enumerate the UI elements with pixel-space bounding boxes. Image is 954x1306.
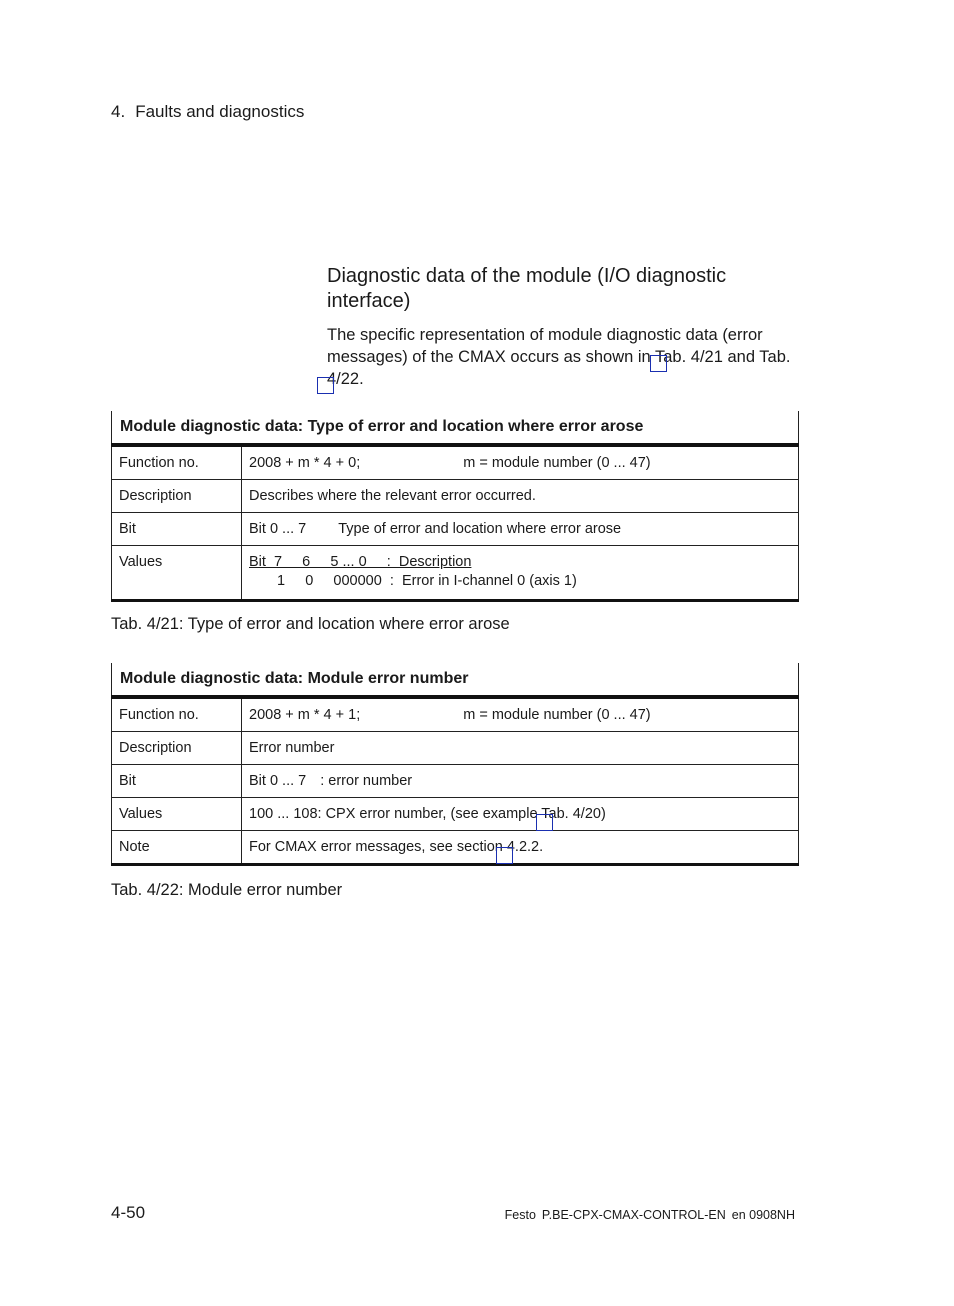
link-marker-tab-4-20[interactable] (536, 814, 553, 831)
table-row (112, 513, 799, 546)
footer-company: Festo (504, 1208, 536, 1222)
footer-document-info (499, 1208, 795, 1222)
row-value (242, 546, 799, 601)
chapter-number: 4. (111, 102, 126, 121)
intro-paragraph: The specific representation of module diagnostic data (error messages) of the CMAX occurs as shown in Tab. 4/21 and Tab. 4/22. (327, 326, 791, 388)
row-label: Bit (112, 765, 242, 798)
table-module-error-number (111, 663, 799, 866)
row-label: Note (112, 831, 242, 865)
values-data-line: 1 0 000000 : Error in I-channel 0 (axis 1) (277, 573, 577, 589)
row-label: Function no. (112, 697, 242, 732)
row-value (242, 445, 799, 480)
row-label: Description (112, 480, 242, 513)
link-marker-tab-4-21[interactable] (650, 355, 667, 372)
page-number: 4-50 (111, 1203, 146, 1222)
link-marker-tab-4-22[interactable] (317, 377, 334, 394)
row-value (242, 513, 799, 546)
row-value: For CMAX error messages, see section 4.2.2. (242, 831, 799, 865)
row-value (242, 697, 799, 732)
chapter-title: Faults and diagnostics (135, 102, 305, 121)
row-label: Function no. (112, 445, 242, 480)
table-row (112, 732, 799, 765)
chapter-header (111, 102, 304, 122)
function-note: m = module number (0 ... 47) (463, 707, 651, 723)
link-marker-section-4-2-2[interactable] (496, 847, 513, 864)
table-type-of-error (111, 411, 799, 602)
bit-range: Bit 0 ... 7 (249, 521, 307, 537)
table-row (112, 697, 799, 732)
table-row (112, 480, 799, 513)
function-note: m = module number (0 ... 47) (463, 455, 651, 471)
section-title: Diagnostic data of the module (I/O diagnostic interface) (327, 265, 727, 312)
function-formula: 2008 + m * 4 + 0; (249, 455, 361, 471)
table-row (112, 765, 799, 798)
table-caption: Tab. 4/22: Module error number (111, 881, 343, 899)
row-value: Error number (242, 732, 799, 765)
row-label: Bit (112, 513, 242, 546)
table-caption: Tab. 4/21: Type of error and location where error arose (111, 615, 510, 633)
row-value: 100 ... 108: CPX error number, (see example Tab. 4/20) (242, 798, 799, 831)
function-formula: 2008 + m * 4 + 1; (249, 707, 361, 723)
row-label: Description (112, 732, 242, 765)
footer-edition: en 0908NH (731, 1208, 795, 1222)
row-value: Describes where the relevant error occurred. (242, 480, 799, 513)
values-header-line: Bit 7 6 5 ... 0 : Description (249, 554, 472, 570)
table-row (112, 798, 799, 831)
table-heading: Module diagnostic data: Type of error and location where error arose (112, 411, 799, 445)
row-label: Values (112, 798, 242, 831)
row-value (242, 765, 799, 798)
bit-note: : error number (320, 773, 413, 789)
bit-note: Type of error and location where error arose (338, 521, 622, 537)
table-heading: Module diagnostic data: Module error number (112, 663, 799, 697)
footer-document-id: P.BE-CPX-CMAX-CONTROL-EN (541, 1208, 726, 1222)
table-row (112, 546, 799, 601)
row-label: Values (112, 546, 242, 601)
table-row (112, 831, 799, 865)
bit-range: Bit 0 ... 7 (249, 773, 307, 789)
table-row (112, 445, 799, 480)
